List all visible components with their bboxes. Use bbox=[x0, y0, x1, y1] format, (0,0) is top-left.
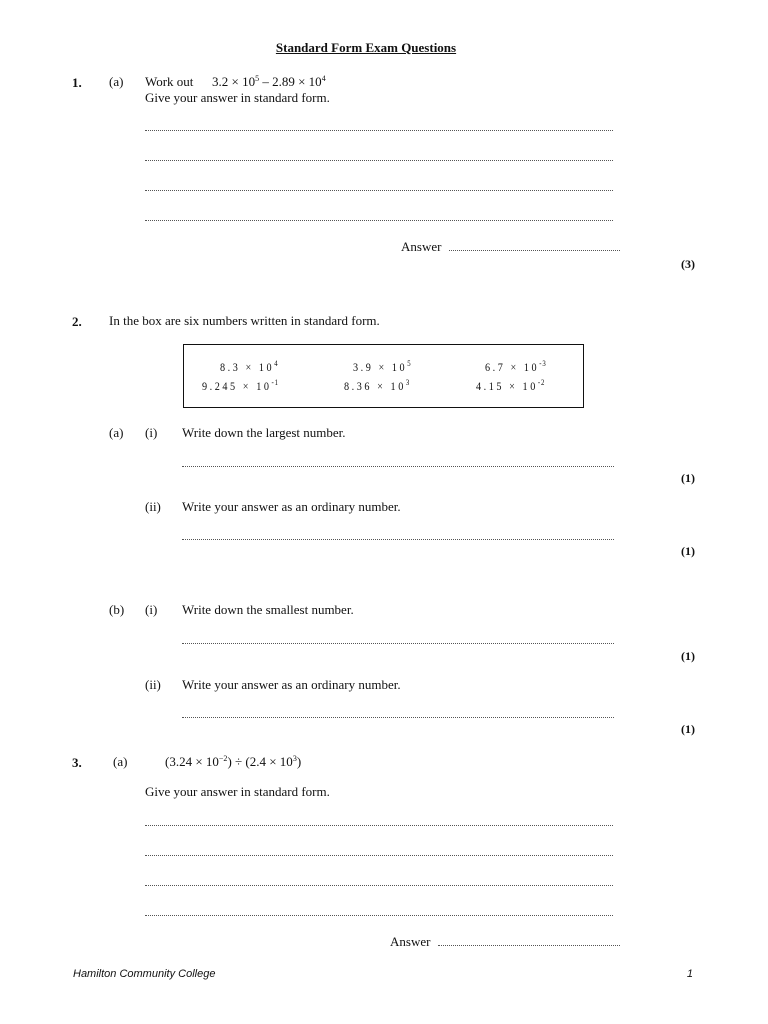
standard-form-box bbox=[183, 344, 584, 408]
answer-line[interactable] bbox=[145, 130, 613, 131]
q1-answer-label: Answer bbox=[401, 239, 442, 254]
page-title: Standard Form Exam Questions bbox=[275, 40, 457, 55]
q2-a-ii-text: Write your answer as an ordinary number. bbox=[182, 499, 401, 514]
answer-line[interactable] bbox=[145, 915, 613, 916]
q2-a-i-label: (i) bbox=[145, 425, 158, 440]
answer-line[interactable] bbox=[145, 160, 613, 161]
q2-a-i-marks: (1) bbox=[681, 471, 695, 485]
box-number-4: $9.245 \times 10^{-1}$ bbox=[202, 378, 279, 393]
q3-answer-label: Answer bbox=[390, 934, 431, 949]
answer-line[interactable] bbox=[145, 190, 613, 191]
q2-b-ii-marks: (1) bbox=[681, 722, 695, 736]
q2-b-ii-label: (ii) bbox=[145, 677, 161, 692]
q2-b-i-text: Write down the smallest number. bbox=[182, 602, 354, 617]
answer-line[interactable] bbox=[182, 717, 614, 718]
q2-part-b-label: (b) bbox=[109, 602, 125, 617]
box-number-6: $4.15 \times 10^{-2}$ bbox=[476, 378, 546, 393]
answer-line[interactable] bbox=[182, 539, 614, 540]
q2-a-ii-label: (ii) bbox=[145, 499, 161, 514]
q3-instruction: Give your answer in standard form. bbox=[145, 784, 330, 799]
box-number-1: $8.3 \times 10^4$ bbox=[220, 359, 279, 374]
box-number-3: $6.7 \times 10^{-3}$ bbox=[485, 359, 547, 374]
q3-answer-field[interactable] bbox=[438, 945, 620, 946]
question-number-1: 1. bbox=[72, 75, 82, 90]
box-number-5: $8.36 \times 10^3$ bbox=[344, 378, 411, 393]
footer-college: Hamilton Community College bbox=[73, 968, 216, 980]
q1-part-a-label: (a) bbox=[109, 74, 124, 89]
q1-marks: (3) bbox=[681, 257, 695, 271]
q1-answer-field[interactable] bbox=[449, 250, 620, 251]
q1-instruction: Give your answer in standard form. bbox=[145, 90, 330, 105]
page-number: 1 bbox=[686, 968, 693, 980]
answer-line[interactable] bbox=[145, 855, 613, 856]
q3-expression: $(3.24 \times 10^{-2}) \div (2.4 \times 10^3)$ bbox=[165, 754, 302, 769]
q2-a-ii-marks: (1) bbox=[681, 544, 695, 558]
q2-b-i-label: (i) bbox=[145, 602, 158, 617]
q2-intro: In the box are six numbers written in standard form. bbox=[109, 313, 380, 328]
answer-line[interactable] bbox=[182, 643, 614, 644]
answer-line[interactable] bbox=[145, 825, 613, 826]
q3-part-a-label: (a) bbox=[113, 754, 128, 769]
q2-b-i-marks: (1) bbox=[681, 649, 695, 663]
answer-line[interactable] bbox=[182, 466, 614, 467]
q2-b-ii-text: Write your answer as an ordinary number. bbox=[182, 677, 401, 692]
question-number-2: 2. bbox=[72, 314, 82, 329]
q1-expression: $3.2 \times 10^5 - 2.89 \times 10^4$ bbox=[212, 74, 326, 89]
q2-a-i-text: Write down the largest number. bbox=[182, 425, 346, 440]
answer-line[interactable] bbox=[145, 885, 613, 886]
q1-work-out-label: Work out bbox=[145, 74, 194, 89]
box-number-2: $3.9 \times 10^5$ bbox=[353, 359, 412, 374]
answer-line[interactable] bbox=[145, 220, 613, 221]
q2-part-a-label: (a) bbox=[109, 425, 124, 440]
question-number-3: 3. bbox=[72, 755, 82, 770]
